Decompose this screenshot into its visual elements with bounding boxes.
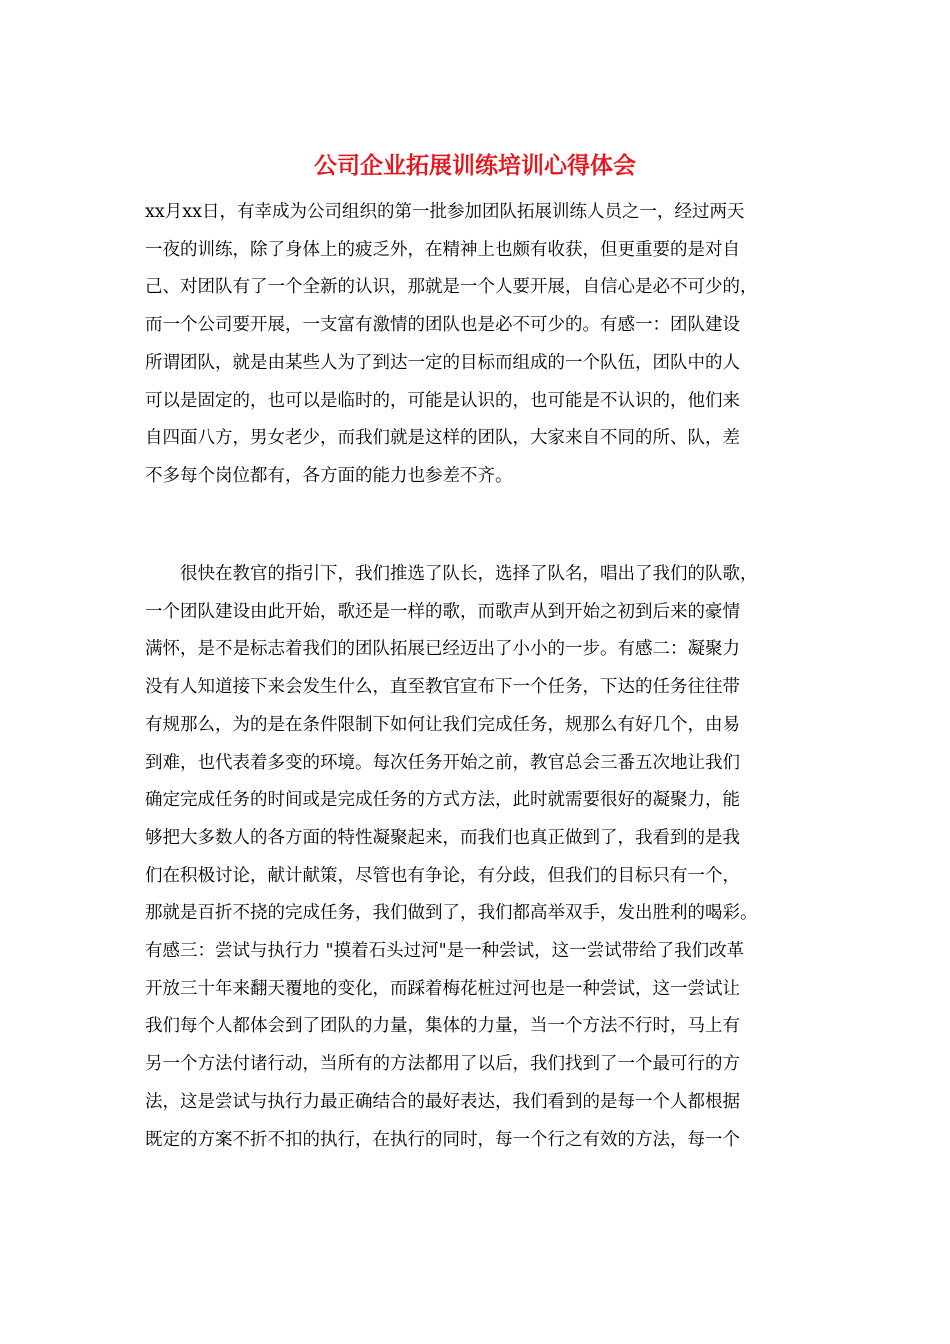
text-line: 可以是固定的，也可以是临时的，可能是认识的，也可能是不认识的，他们来 <box>145 390 740 411</box>
text-line: 有感三：尝试与执行力 "摸着石头过河"是一种尝试，这一尝试带给了我们改革 <box>145 941 745 962</box>
text-line: 己、对团队有了一个全新的认识，那就是一个人要开展，自信心是必不可少的， <box>145 277 758 298</box>
text-line: 既定的方案不折不扣的执行，在执行的同时，每一个行之有效的方法，每一个 <box>145 1129 740 1150</box>
text-line: 很快在教官的指引下，我们推选了队长，选择了队名，唱出了我们的队歌， <box>145 564 758 584</box>
text-line: 满怀，是不是标志着我们的团队拓展已经迈出了小小的一步。有感二：凝聚力 <box>145 639 740 660</box>
text-line: 开放三十年来翻天覆地的变化，而踩着梅花桩过河也是一种尝试，这一尝试让 <box>145 978 740 999</box>
text-line: 有规那么，为的是在条件限制下如何让我们完成任务，规那么有好几个，由易 <box>145 714 740 735</box>
text-line: 我们每个人都体会到了团队的力量，集体的力量，当一个方法不行时，马上有 <box>145 1016 740 1037</box>
document-title: 公司企业拓展训练培训心得体会 <box>314 152 636 179</box>
paragraph-2 <box>145 556 805 1159</box>
text-line: 不多每个岗位都有，各方面的能力也参差不齐。 <box>145 465 513 486</box>
text-line: 所谓团队，就是由某些人为了到达一定的目标而组成的一个队伍，团队中的人 <box>145 352 740 373</box>
text-line: 另一个方法付诸行动，当所有的方法都用了以后，我们找到了一个最可行的方 <box>145 1054 740 1075</box>
text-line: 那就是百折不挠的完成任务，我们做到了，我们都高举双手，发出胜利的喝彩。 <box>145 903 758 924</box>
text-line: 而一个公司要开展，一支富有激情的团队也是必不可少的。有感一：团队建设 <box>145 315 740 336</box>
text-line: 没有人知道接下来会发生什么，直至教官宣布下一个任务，下达的任务往往带 <box>145 677 740 698</box>
text-line: xx月xx日，有幸成为公司组织的第一批参加团队拓展训练人员之一，经过两天 <box>145 202 745 222</box>
text-line: 一个团队建设由此开始，歌还是一样的歌，而歌声从到开始之初到后来的豪情 <box>145 601 740 622</box>
text-line: 到难，也代表着多变的环境。每次任务开始之前，教官总会三番五次地让我们 <box>145 752 740 773</box>
paragraph-1 <box>145 194 805 496</box>
text-line: 自四面八方，男女老少，而我们就是这样的团队，大家来自不同的所、队，差 <box>145 428 740 449</box>
text-line: 够把大多数人的各方面的特性凝聚起来，而我们也真正做到了，我看到的是我 <box>145 827 740 848</box>
text-line: 们在积极讨论，献计献策，尽管也有争论，有分歧，但我们的目标只有一个， <box>145 865 740 886</box>
text-line: 一夜的训练，除了身体上的疲乏外，在精神上也颇有收获，但更重要的是对自 <box>145 239 740 260</box>
text-line: 法，这是尝试与执行力最正确结合的最好表达，我们看到的是每一个人都根据 <box>145 1091 740 1112</box>
text-line: 确定完成任务的时间或是完成任务的方式方法，此时就需要很好的凝聚力，能 <box>145 790 740 811</box>
